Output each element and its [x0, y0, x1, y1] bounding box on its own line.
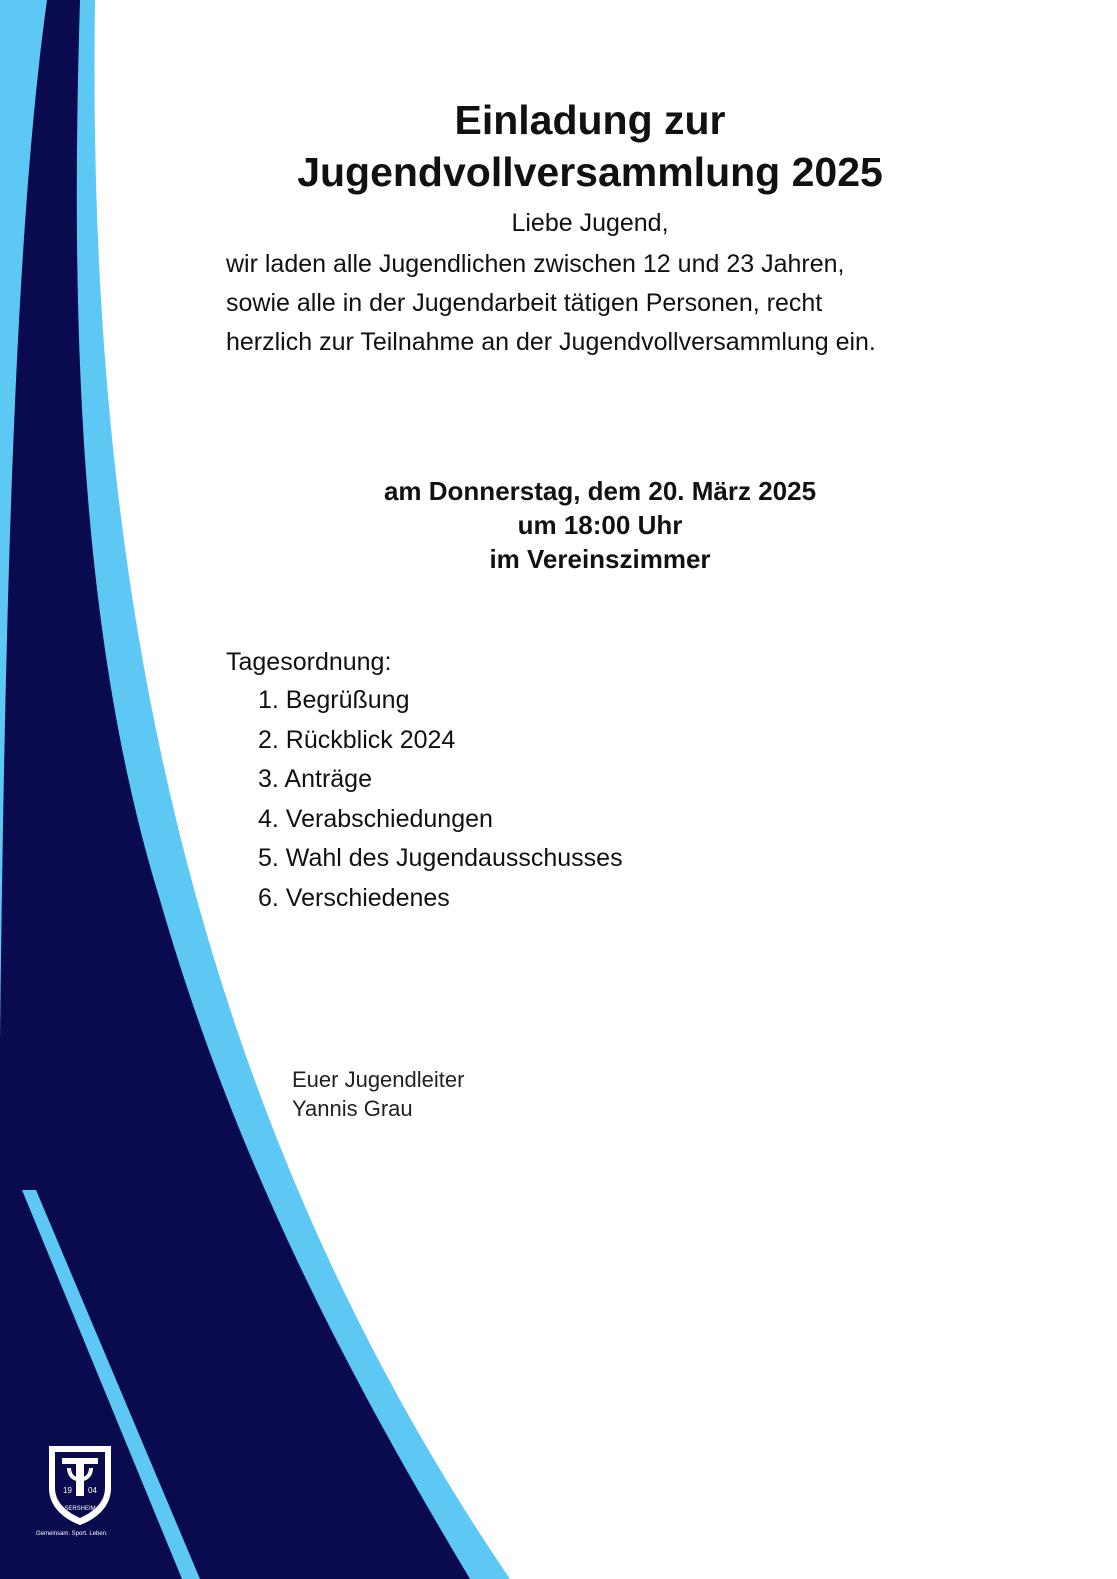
intro-line: sowie alle in der Jugendarbeit tätigen Personen, recht	[226, 289, 823, 317]
event-details	[200, 474, 1000, 576]
svg-text:04: 04	[88, 1486, 97, 1495]
page-title-line-2: Jugendvollversammlung 2025	[297, 149, 883, 195]
intro-line: herzlich zur Teilnahme an der Jugendvollversammlung ein.	[226, 328, 876, 356]
signature-name: Yannis Grau	[292, 1096, 413, 1121]
intro-paragraph	[226, 245, 876, 362]
agenda-item: 2. Rückblick 2024	[258, 725, 456, 754]
event-place: im Vereinszimmer	[489, 544, 711, 574]
agenda-item: 4. Verabschiedungen	[258, 804, 493, 833]
agenda-list	[258, 681, 623, 918]
agenda-heading: Tagesordnung:	[226, 648, 392, 676]
page-title-line-1: Einladung zur	[454, 97, 726, 143]
event-date: am Donnerstag, dem 20. März 2025	[383, 476, 817, 506]
agenda-item: 3. Anträge	[258, 765, 372, 793]
signature	[292, 1065, 464, 1123]
signature-closing: Euer Jugendleiter	[292, 1067, 465, 1092]
club-logo-icon	[47, 1444, 113, 1526]
greeting: Liebe Jugend,	[511, 209, 669, 237]
event-time: um 18:00 Uhr	[517, 510, 683, 540]
agenda-item: 6. Verschiedenes	[258, 883, 450, 912]
svg-text:19: 19	[63, 1486, 72, 1495]
club-tagline: Gemeinsam. Sport. Leben.	[36, 1531, 108, 1537]
svg-text:SERSHEIM: SERSHEIM	[64, 1506, 96, 1512]
intro-line: wir laden alle Jugendlichen zwischen 12 und 23 Jahren,	[226, 250, 845, 278]
agenda-item: 5. Wahl des Jugendausschusses	[258, 844, 623, 872]
agenda-item: 1. Begrüßung	[258, 686, 410, 714]
